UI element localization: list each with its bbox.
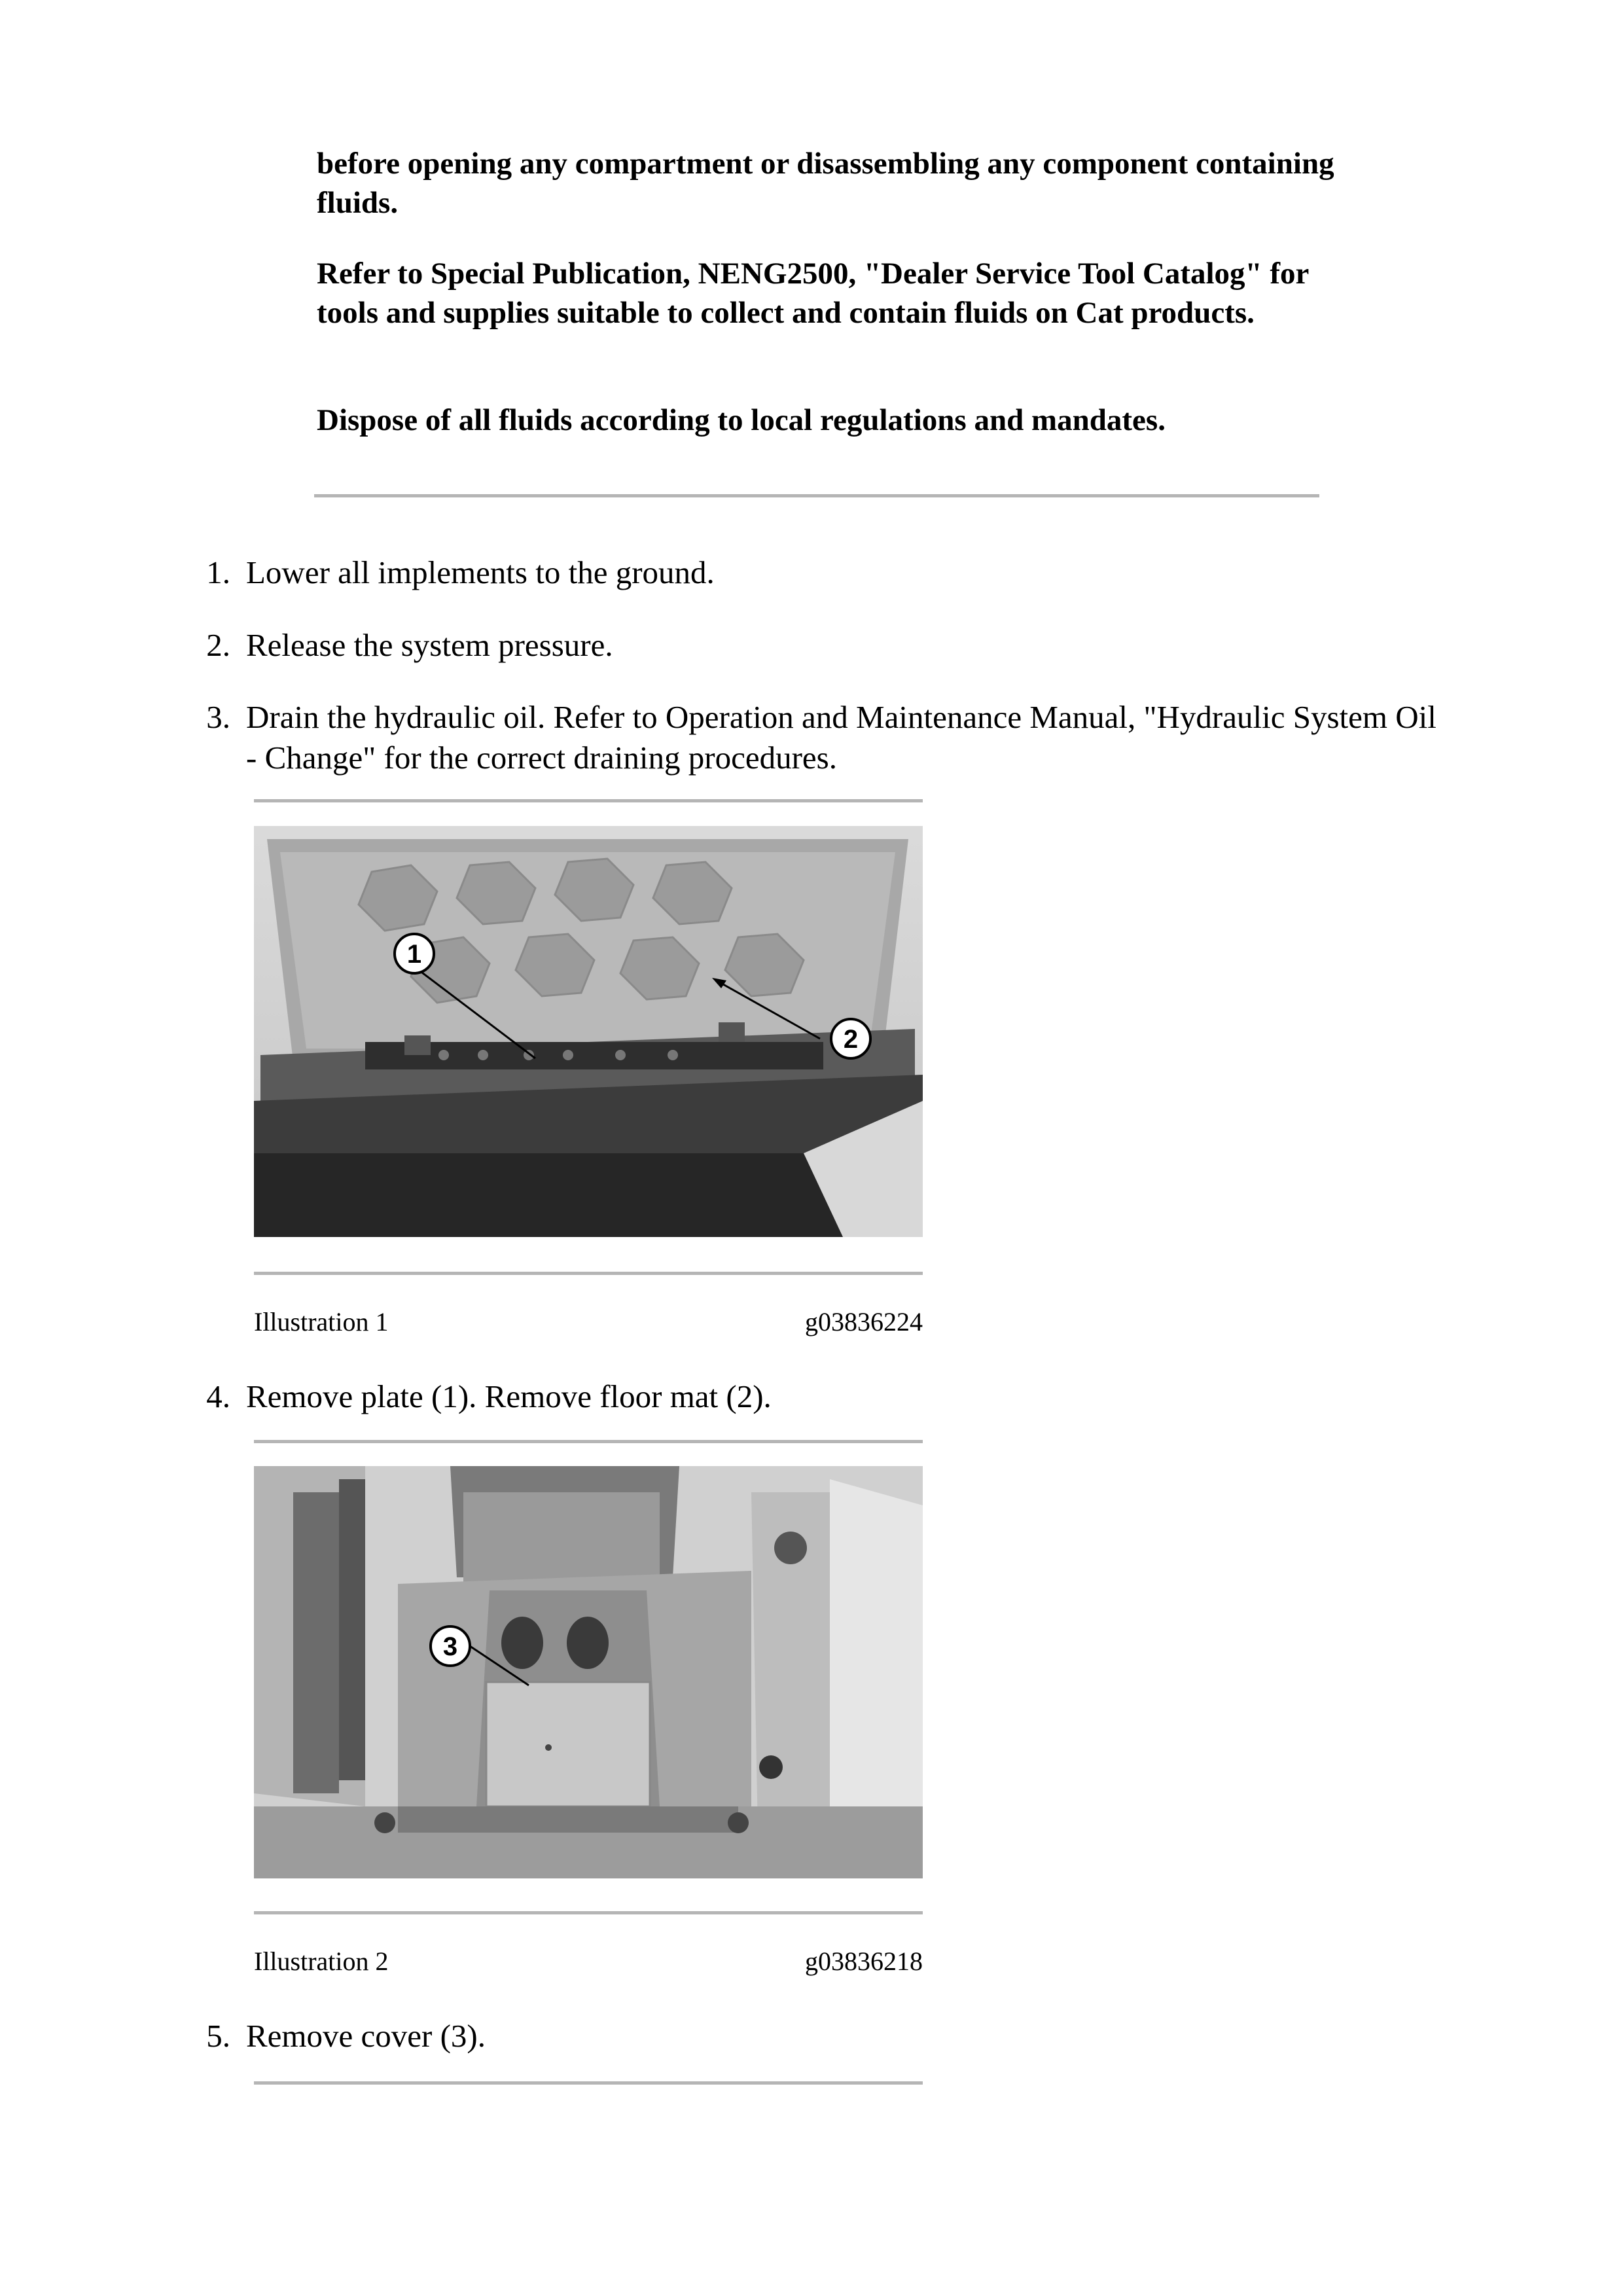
illustration-1-photo xyxy=(254,826,923,1237)
step-text: Remove plate (1). Remove floor mat (2). xyxy=(246,1378,772,1414)
illustration-top-rule xyxy=(254,1440,923,1443)
illustration-code: g03836224 xyxy=(805,1307,923,1336)
callout-3-label: 3 xyxy=(442,1632,458,1661)
warning-text-1: before opening any compartment or disassembling any component containing fluids. xyxy=(317,147,1334,220)
step-text: Drain the hydraulic oil. Refer to Operation and Maintenance Manual, "Hydraulic System Oil - Change" for the correct draining procedures. xyxy=(246,699,1436,776)
callout-2-label: 2 xyxy=(843,1025,859,1054)
warning-text-2: Refer to Special Publication, NENG2500, "Dealer Service Tool Catalog" for tools and supplies suitable to collect and contain fluids on Cat products. xyxy=(317,257,1309,330)
warning-text-3: Dispose of all fluids according to local regulations and mandates. xyxy=(317,403,1166,437)
illustration-label: Illustration 2 xyxy=(254,1946,389,1976)
illustration-top-rule xyxy=(254,799,923,802)
warning-divider xyxy=(314,494,1319,497)
illustration-top-rule xyxy=(254,2081,923,2085)
step-number: 3. xyxy=(206,699,230,735)
illustration-bottom-rule xyxy=(254,1272,923,1275)
step-number: 1. xyxy=(206,554,230,590)
step-text: Lower all implements to the ground. xyxy=(246,554,715,590)
illustration-code: g03836218 xyxy=(805,1946,923,1976)
callout-1-label: 1 xyxy=(406,940,422,969)
step-text: Remove cover (3). xyxy=(246,2018,486,2054)
step-number: 4. xyxy=(206,1378,230,1414)
step-number: 5. xyxy=(206,2018,230,2054)
step-text: Release the system pressure. xyxy=(246,627,613,663)
step-number: 2. xyxy=(206,627,230,663)
illustration-2-photo xyxy=(254,1466,923,1878)
illustration-bottom-rule xyxy=(254,1911,923,1914)
illustration-label: Illustration 1 xyxy=(254,1307,389,1336)
